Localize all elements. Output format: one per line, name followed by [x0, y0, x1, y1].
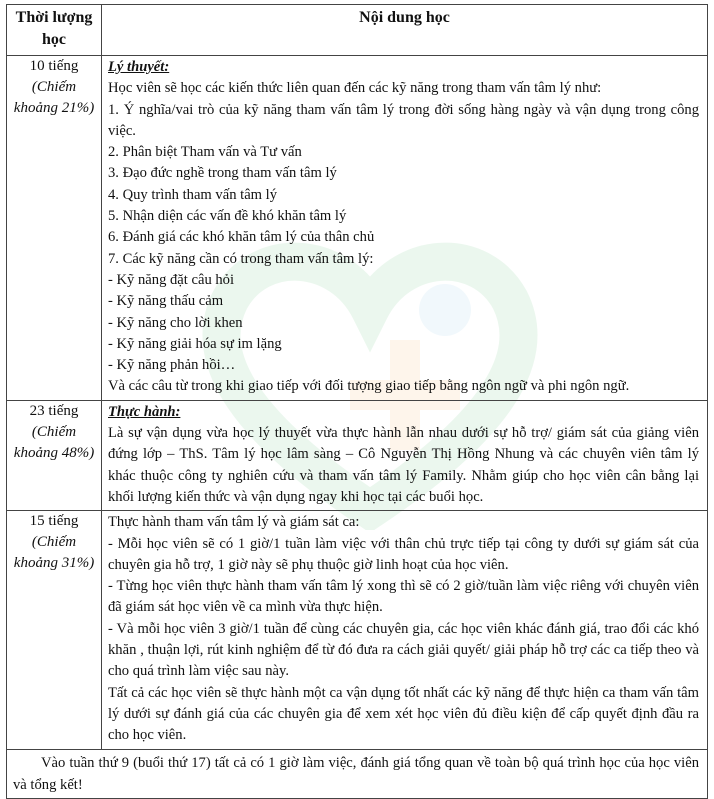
- theory-content: [102, 56, 708, 401]
- skill-item: - Kỹ năng giải hóa sự im lặng: [108, 335, 282, 352]
- theory-share: (Chiếm khoảng 21%): [13, 79, 95, 116]
- practice-text: Là sự vận dụng vừa học lý thuyết vừa thực hành lẫn nhau dưới sự hỗ trợ/ giám sát của giảng viên đứng lớp – ThS. Tâm lý học lâm sàng – Cô Nguyễn Thị Hồng Nhung và các chuyên viên tâm lý khác thuộc công ty nghiên cứu và tham vấn tâm lý Family. Nhằm giúp cho học viên cân bằng lại khối lượng kiến thức và vận dụng ngay khi học tại các buổi học.: [108, 425, 699, 505]
- theory-item: 6. Đánh giá các khó khăn tâm lý của thân chủ: [108, 229, 375, 246]
- supervised-item: - Từng học viên thực hành tham vấn tâm lý xong thì sẽ có 2 giờ/tuần làm việc riêng với chuyên viên đã giám sát học viên về ca mình vừa thực hiện.: [108, 578, 699, 616]
- skill-item: - Kỹ năng thấu cảm: [108, 293, 224, 310]
- theory-item: 4. Quy trình tham vấn tâm lý: [108, 186, 278, 203]
- practice-row: [7, 400, 708, 510]
- skill-item: - Kỹ năng đặt câu hỏi: [108, 271, 235, 288]
- theory-item: 3. Đạo đức nghề trong tham vấn tâm lý: [108, 165, 337, 182]
- theory-item: 1. Ý nghĩa/vai trò của kỹ năng tham vấn tâm lý trong đời sống hàng ngày và vận dụng trong công việc.: [108, 101, 699, 139]
- supervised-item: - Và mỗi học viên 3 giờ/1 tuần để cùng các chuyên gia, các học viên khác đánh giá, trao đổi các khó khăn , thuận lợi, rút kinh nghiệm để từ đó đưa ra cách giải quyết/ giải pháp hỗ trợ các ca tiếp theo và cho quá trình làm việc sau này.: [108, 620, 699, 680]
- theory-item: 5. Nhận diện các vấn đề khó khăn tâm lý: [108, 208, 347, 225]
- supervised-intro: Thực hành tham vấn tâm lý và giám sát ca:: [108, 514, 360, 531]
- supervised-closing: Tất cả các học viên sẽ thực hành một ca vận dụng tốt nhất các kỹ năng để thực hiện ca tham vấn tâm lý dưới sự đánh giá của các chuyên gia để xem xét học viên đủ điều kiện để cấp quyết định đầu ra cho học viên.: [108, 684, 699, 744]
- header-row: [7, 5, 708, 56]
- theory-item: 2. Phân biệt Tham vấn và Tư vấn: [108, 144, 302, 161]
- practice-hours: 23 tiếng: [29, 402, 79, 419]
- supervised-duration: [7, 511, 102, 749]
- practice-content: [102, 400, 708, 510]
- theory-closing: Và các câu từ trong khi giao tiếp với đối tượng giao tiếp bằng ngôn ngữ và phi ngôn ngữ.: [108, 378, 630, 395]
- theory-item: 7. Các kỹ năng cần có trong tham vấn tâm lý:: [108, 250, 374, 267]
- summary-row: [7, 749, 708, 798]
- practice-share: (Chiếm khoảng 48%): [13, 423, 95, 461]
- duration-header: Thời lượng học: [7, 5, 102, 56]
- skill-item: - Kỹ năng phản hồi…: [108, 357, 236, 374]
- theory-duration: [7, 56, 102, 401]
- curriculum-table: [6, 4, 708, 799]
- theory-hours: 10 tiếng: [29, 58, 79, 74]
- supervised-hours: 15 tiếng: [29, 513, 79, 530]
- supervised-item: - Mỗi học viên sẽ có 1 giờ/1 tuần làm việc với thân chủ trực tiếp tại công ty dưới sự giám sát của chuyên gia hỗ trợ, 1 giờ này sẽ phụ thuộc giờ linh hoạt của học viên.: [108, 535, 699, 573]
- practice-heading: Thực hành:: [108, 403, 181, 420]
- content-header: Nội dung học: [102, 5, 708, 56]
- supervised-content: [102, 511, 708, 749]
- supervised-share: (Chiếm khoảng 31%): [13, 534, 95, 572]
- theory-intro: Học viên sẽ học các kiến thức liên quan đến các kỹ năng trong tham vấn tâm lý như:: [108, 80, 602, 97]
- theory-heading: Lý thuyết:: [108, 59, 170, 75]
- supervised-row: [7, 511, 708, 749]
- summary-text: Vào tuần thứ 9 (buổi thứ 17) tất cả có 1 giờ làm việc, đánh giá tổng quan về toàn bộ quá trình học của học viên và tổng kết!: [7, 749, 708, 798]
- theory-row: [7, 56, 708, 401]
- skill-item: - Kỹ năng cho lời khen: [108, 314, 243, 331]
- practice-duration: [7, 400, 102, 510]
